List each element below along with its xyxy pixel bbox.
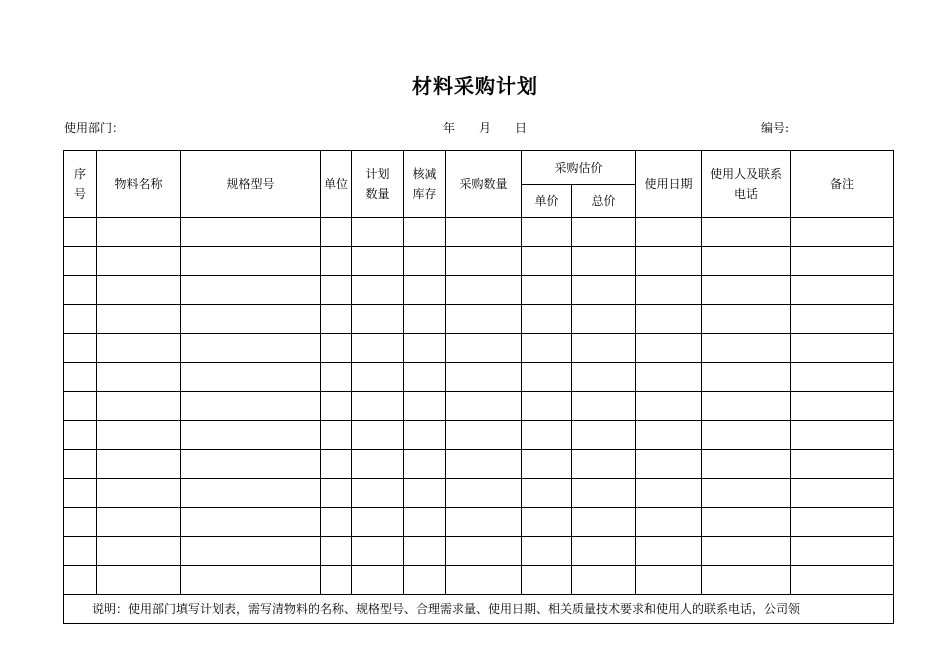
table-cell[interactable] (64, 421, 97, 450)
table-cell[interactable] (321, 508, 352, 537)
header-remarks: 备注 (791, 151, 894, 218)
date-fields (443, 119, 527, 136)
month-label: 月 (479, 121, 492, 135)
table-cell[interactable] (702, 508, 791, 537)
table-cell[interactable] (97, 247, 181, 276)
header-plan-qty (352, 151, 404, 218)
table-cell[interactable] (181, 421, 321, 450)
table-cell[interactable] (321, 392, 352, 421)
header-plan-qty-line1: 计划 (365, 167, 390, 181)
table-cell[interactable] (791, 276, 894, 305)
table-cell[interactable] (181, 276, 321, 305)
table-cell[interactable] (446, 247, 522, 276)
table-cell[interactable] (522, 421, 572, 450)
table-cell[interactable] (181, 305, 321, 334)
table-cell[interactable] (572, 247, 636, 276)
table-cell[interactable] (791, 247, 894, 276)
table-cell[interactable] (522, 508, 572, 537)
table-cell[interactable] (446, 334, 522, 363)
table-cell[interactable] (352, 218, 404, 247)
table-row (64, 276, 894, 305)
header-seq-line2: 号 (73, 187, 86, 201)
table-cell[interactable] (572, 218, 636, 247)
table-cell[interactable] (352, 508, 404, 537)
table-cell[interactable] (791, 421, 894, 450)
header-plan-qty-line2: 数量 (365, 187, 390, 201)
table-cell[interactable] (791, 566, 894, 595)
table-cell[interactable] (522, 450, 572, 479)
table-cell[interactable] (404, 218, 446, 247)
table-cell[interactable] (321, 566, 352, 595)
header-unit: 单位 (321, 151, 352, 218)
table-cell[interactable] (181, 508, 321, 537)
table-cell[interactable] (636, 566, 702, 595)
table-cell[interactable] (791, 305, 894, 334)
header-total-price: 总价 (572, 185, 636, 218)
table-cell[interactable] (321, 334, 352, 363)
table-cell[interactable] (636, 305, 702, 334)
table-cell[interactable] (702, 305, 791, 334)
table-cell[interactable] (64, 305, 97, 334)
table-cell[interactable] (446, 218, 522, 247)
table-cell[interactable] (64, 363, 97, 392)
table-cell[interactable] (702, 421, 791, 450)
table-cell[interactable] (522, 305, 572, 334)
table-cell[interactable] (97, 363, 181, 392)
table-cell[interactable] (791, 392, 894, 421)
table-cell[interactable] (97, 450, 181, 479)
table-cell[interactable] (702, 450, 791, 479)
table-cell[interactable] (702, 566, 791, 595)
table-row (64, 450, 894, 479)
table-cell[interactable] (404, 479, 446, 508)
table-cell[interactable] (446, 276, 522, 305)
table-cell[interactable] (181, 218, 321, 247)
table-cell[interactable] (636, 218, 702, 247)
department-label: 使用部门： (64, 121, 125, 135)
table-cell[interactable] (321, 479, 352, 508)
table-cell[interactable] (181, 537, 321, 566)
table-cell[interactable] (791, 450, 894, 479)
table-cell[interactable] (64, 247, 97, 276)
table-cell[interactable] (702, 479, 791, 508)
table-cell[interactable] (352, 363, 404, 392)
table-cell[interactable] (352, 392, 404, 421)
table-cell[interactable] (64, 392, 97, 421)
table-cell[interactable] (352, 247, 404, 276)
table-row (64, 566, 894, 595)
table-row (64, 334, 894, 363)
table-cell[interactable] (181, 450, 321, 479)
table-cell[interactable] (636, 392, 702, 421)
table-row (64, 508, 894, 537)
table-cell[interactable] (97, 566, 181, 595)
table-cell[interactable] (321, 450, 352, 479)
table-cell[interactable] (97, 537, 181, 566)
table-cell[interactable] (352, 421, 404, 450)
table-cell[interactable] (352, 276, 404, 305)
purchase-plan-table (63, 150, 894, 624)
table-cell[interactable] (791, 479, 894, 508)
table-row (64, 479, 894, 508)
table-cell[interactable] (572, 537, 636, 566)
table-cell[interactable] (64, 450, 97, 479)
table-cell[interactable] (404, 450, 446, 479)
table-cell[interactable] (352, 479, 404, 508)
header-contact-line2: 电话 (734, 187, 759, 201)
table-cell[interactable] (404, 392, 446, 421)
header-contact (702, 151, 791, 218)
table-cell[interactable] (97, 276, 181, 305)
table-cell[interactable] (446, 392, 522, 421)
table-cell[interactable] (404, 334, 446, 363)
header-use-date: 使用日期 (636, 151, 702, 218)
table-cell[interactable] (64, 479, 97, 508)
table-cell[interactable] (572, 421, 636, 450)
table-cell[interactable] (97, 508, 181, 537)
table-cell[interactable] (572, 363, 636, 392)
table-cell[interactable] (321, 305, 352, 334)
table-cell[interactable] (446, 508, 522, 537)
table-cell[interactable] (522, 392, 572, 421)
table-cell[interactable] (636, 479, 702, 508)
table-cell[interactable] (64, 218, 97, 247)
table-cell[interactable] (446, 479, 522, 508)
table-cell[interactable] (572, 276, 636, 305)
table-cell[interactable] (791, 363, 894, 392)
table-row (64, 363, 894, 392)
table-cell[interactable] (404, 421, 446, 450)
table-cell[interactable] (636, 508, 702, 537)
table-cell[interactable] (791, 334, 894, 363)
table-cell[interactable] (702, 276, 791, 305)
table-cell[interactable] (97, 218, 181, 247)
table-cell[interactable] (636, 450, 702, 479)
table-cell[interactable] (64, 334, 97, 363)
table-cell[interactable] (572, 334, 636, 363)
table-cell[interactable] (572, 479, 636, 508)
table-cell[interactable] (791, 218, 894, 247)
table-cell[interactable] (97, 305, 181, 334)
header-verify-stock-line1: 核减 (412, 167, 437, 181)
table-cell[interactable] (522, 218, 572, 247)
table-cell[interactable] (791, 508, 894, 537)
table-cell[interactable] (64, 566, 97, 595)
table-cell[interactable] (636, 247, 702, 276)
table-cell[interactable] (321, 218, 352, 247)
table-cell[interactable] (522, 276, 572, 305)
table-cell[interactable] (522, 247, 572, 276)
table-cell[interactable] (404, 305, 446, 334)
code-label: 编号: (761, 121, 790, 135)
table-row (64, 247, 894, 276)
table-cell[interactable] (636, 537, 702, 566)
table-cell[interactable] (572, 566, 636, 595)
header-purchase-estimate: 采购估价 (522, 151, 636, 185)
table-note: 说明：使用部门填写计划表，需写清物料的名称、规格型号、合理需求量、使用日期、相关质量技术要求和使用人的联系电话，公司领 (64, 595, 894, 624)
header-unit-price: 单价 (522, 185, 572, 218)
table-cell[interactable] (702, 334, 791, 363)
table-cell[interactable] (702, 392, 791, 421)
table-cell[interactable] (522, 363, 572, 392)
table-row (64, 392, 894, 421)
table-row (64, 537, 894, 566)
table-cell[interactable] (181, 334, 321, 363)
table-cell[interactable] (791, 537, 894, 566)
table-cell[interactable] (321, 247, 352, 276)
table-cell[interactable] (702, 218, 791, 247)
table-cell[interactable] (572, 450, 636, 479)
header-seq-line1: 序 (73, 167, 86, 181)
header-verify-stock (404, 151, 446, 218)
table-cell[interactable] (404, 363, 446, 392)
table-cell[interactable] (321, 276, 352, 305)
table-cell[interactable] (97, 334, 181, 363)
table-cell[interactable] (352, 334, 404, 363)
table-cell[interactable] (446, 450, 522, 479)
table-cell[interactable] (572, 508, 636, 537)
table-cell[interactable] (404, 276, 446, 305)
table-cell[interactable] (64, 276, 97, 305)
table-cell[interactable] (321, 363, 352, 392)
header-spec-model: 规格型号 (181, 151, 321, 218)
header-verify-stock-line2: 库存 (412, 187, 437, 201)
table-cell[interactable] (572, 392, 636, 421)
header-purchase-qty: 采购数量 (446, 151, 522, 218)
table-cell[interactable] (446, 363, 522, 392)
table-cell[interactable] (446, 537, 522, 566)
table-cell[interactable] (702, 247, 791, 276)
table-cell[interactable] (636, 363, 702, 392)
table-cell[interactable] (522, 334, 572, 363)
table-cell[interactable] (404, 537, 446, 566)
table-cell[interactable] (321, 421, 352, 450)
header-contact-line1: 使用人及联系 (710, 167, 783, 181)
table-cell[interactable] (446, 421, 522, 450)
table-cell[interactable] (636, 276, 702, 305)
table-cell[interactable] (446, 305, 522, 334)
table-cell[interactable] (321, 537, 352, 566)
table-cell[interactable] (404, 247, 446, 276)
table-cell[interactable] (702, 363, 791, 392)
table-row (64, 218, 894, 247)
table-cell[interactable] (181, 247, 321, 276)
table-cell[interactable] (181, 479, 321, 508)
page-title: 材料采购计划 (412, 74, 538, 98)
table-cell[interactable] (181, 392, 321, 421)
table-cell[interactable] (64, 508, 97, 537)
table-cell[interactable] (97, 479, 181, 508)
day-label: 日 (515, 121, 528, 135)
table-row (64, 305, 894, 334)
header-material-name: 物料名称 (97, 151, 181, 218)
table-cell[interactable] (446, 566, 522, 595)
table-cell[interactable] (702, 537, 791, 566)
table-cell[interactable] (181, 566, 321, 595)
table-cell[interactable] (64, 537, 97, 566)
table-cell[interactable] (352, 566, 404, 595)
table-cell[interactable] (404, 566, 446, 595)
table-cell[interactable] (636, 334, 702, 363)
table-cell[interactable] (572, 305, 636, 334)
table-cell[interactable] (97, 392, 181, 421)
table-cell[interactable] (636, 421, 702, 450)
table-row (64, 421, 894, 450)
table-cell[interactable] (404, 508, 446, 537)
header-seq (64, 151, 97, 218)
table-cell[interactable] (522, 479, 572, 508)
table-cell[interactable] (352, 537, 404, 566)
table-cell[interactable] (352, 305, 404, 334)
table-cell[interactable] (97, 421, 181, 450)
year-label: 年 (443, 121, 456, 135)
table-cell[interactable] (522, 537, 572, 566)
table-cell[interactable] (181, 363, 321, 392)
table-cell[interactable] (352, 450, 404, 479)
table-cell[interactable] (522, 566, 572, 595)
